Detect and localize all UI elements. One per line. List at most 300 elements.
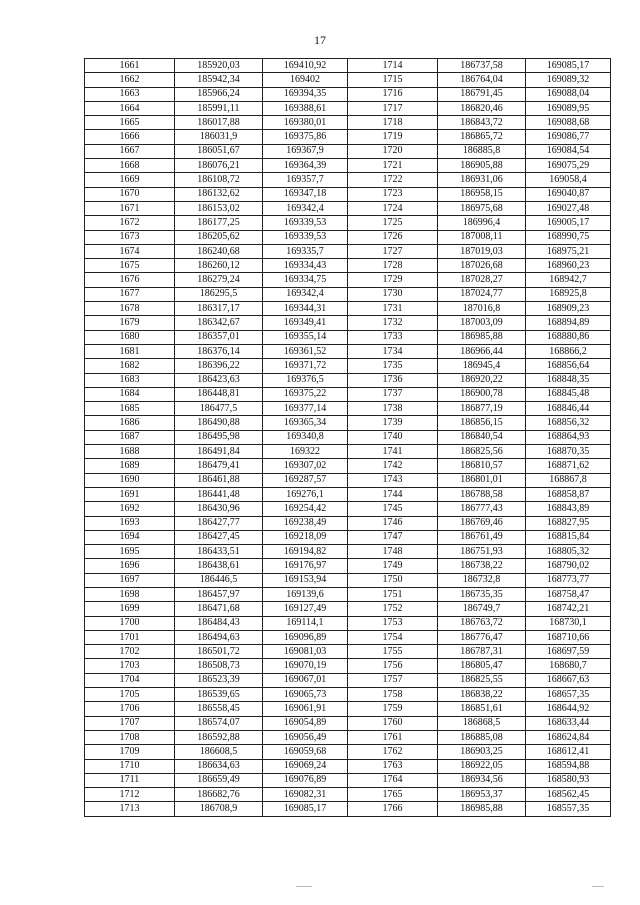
table-row bbox=[85, 802, 611, 816]
x-coordinate-cell: 186851,61 bbox=[438, 702, 526, 716]
point-number-cell: 1690 bbox=[85, 473, 175, 487]
table-row bbox=[85, 187, 611, 201]
y-coordinate-cell: 168680,7 bbox=[526, 659, 611, 673]
y-coordinate-cell: 168790,02 bbox=[526, 559, 611, 573]
table-row bbox=[85, 73, 611, 87]
table-row bbox=[85, 87, 611, 101]
y-coordinate-cell: 169364,39 bbox=[263, 159, 348, 173]
point-number-cell: 1666 bbox=[85, 130, 175, 144]
point-number-cell: 1739 bbox=[348, 416, 438, 430]
point-number-cell: 1738 bbox=[348, 402, 438, 416]
x-coordinate-cell: 186777,43 bbox=[438, 502, 526, 516]
table-row bbox=[85, 759, 611, 773]
y-coordinate-cell: 168557,35 bbox=[526, 802, 611, 816]
table-row bbox=[85, 773, 611, 787]
point-number-cell: 1661 bbox=[85, 59, 175, 73]
y-coordinate-cell: 168697,59 bbox=[526, 645, 611, 659]
table-row bbox=[85, 630, 611, 644]
x-coordinate-cell: 186479,41 bbox=[175, 459, 263, 473]
point-number-cell: 1679 bbox=[85, 316, 175, 330]
table-row bbox=[85, 788, 611, 802]
x-coordinate-cell: 186471,68 bbox=[175, 602, 263, 616]
y-coordinate-cell: 169339,53 bbox=[263, 230, 348, 244]
x-coordinate-cell: 186825,56 bbox=[438, 445, 526, 459]
point-number-cell: 1697 bbox=[85, 573, 175, 587]
y-coordinate-cell: 169342,4 bbox=[263, 201, 348, 215]
table-row bbox=[85, 745, 611, 759]
x-coordinate-cell: 186031,9 bbox=[175, 130, 263, 144]
table-row bbox=[85, 645, 611, 659]
y-coordinate-cell: 168657,35 bbox=[526, 688, 611, 702]
table-row bbox=[85, 602, 611, 616]
y-coordinate-cell: 169061,91 bbox=[263, 702, 348, 716]
point-number-cell: 1764 bbox=[348, 773, 438, 787]
table-row bbox=[85, 402, 611, 416]
table-row bbox=[85, 673, 611, 687]
x-coordinate-cell: 186885,08 bbox=[438, 730, 526, 744]
table-row bbox=[85, 502, 611, 516]
y-coordinate-cell: 169070,19 bbox=[263, 659, 348, 673]
table-row bbox=[85, 259, 611, 273]
point-number-cell: 1662 bbox=[85, 73, 175, 87]
point-number-cell: 1759 bbox=[348, 702, 438, 716]
table-row bbox=[85, 273, 611, 287]
point-number-cell: 1699 bbox=[85, 602, 175, 616]
point-number-cell: 1723 bbox=[348, 187, 438, 201]
y-coordinate-cell: 168856,32 bbox=[526, 416, 611, 430]
point-number-cell: 1685 bbox=[85, 402, 175, 416]
x-coordinate-cell: 186769,46 bbox=[438, 516, 526, 530]
point-number-cell: 1714 bbox=[348, 59, 438, 73]
y-coordinate-cell: 168580,93 bbox=[526, 773, 611, 787]
x-coordinate-cell: 186958,15 bbox=[438, 187, 526, 201]
y-coordinate-cell: 169357,7 bbox=[263, 173, 348, 187]
point-number-cell: 1705 bbox=[85, 688, 175, 702]
y-coordinate-cell: 169086,77 bbox=[526, 130, 611, 144]
y-coordinate-cell: 169342,4 bbox=[263, 287, 348, 301]
point-number-cell: 1725 bbox=[348, 216, 438, 230]
x-coordinate-cell: 186682,76 bbox=[175, 788, 263, 802]
y-coordinate-cell: 168773,77 bbox=[526, 573, 611, 587]
x-coordinate-cell: 187026,68 bbox=[438, 259, 526, 273]
point-number-cell: 1746 bbox=[348, 516, 438, 530]
y-coordinate-cell: 169085,17 bbox=[263, 802, 348, 816]
point-number-cell: 1766 bbox=[348, 802, 438, 816]
y-coordinate-cell: 168880,86 bbox=[526, 330, 611, 344]
point-number-cell: 1703 bbox=[85, 659, 175, 673]
y-coordinate-cell: 168845,48 bbox=[526, 387, 611, 401]
x-coordinate-cell: 186659,49 bbox=[175, 773, 263, 787]
x-coordinate-cell: 186763,72 bbox=[438, 616, 526, 630]
x-coordinate-cell: 186856,15 bbox=[438, 416, 526, 430]
y-coordinate-cell: 168866,2 bbox=[526, 344, 611, 358]
y-coordinate-cell: 168960,23 bbox=[526, 259, 611, 273]
point-number-cell: 1683 bbox=[85, 373, 175, 387]
y-coordinate-cell: 169040,87 bbox=[526, 187, 611, 201]
x-coordinate-cell: 185920,03 bbox=[175, 59, 263, 73]
x-coordinate-cell: 186295,5 bbox=[175, 287, 263, 301]
table-row bbox=[85, 287, 611, 301]
x-coordinate-cell: 186508,73 bbox=[175, 659, 263, 673]
x-coordinate-cell: 186051,67 bbox=[175, 144, 263, 158]
y-coordinate-cell: 169371,72 bbox=[263, 359, 348, 373]
point-number-cell: 1742 bbox=[348, 459, 438, 473]
x-coordinate-cell: 186153,02 bbox=[175, 201, 263, 215]
y-coordinate-cell: 168827,95 bbox=[526, 516, 611, 530]
table-row bbox=[85, 101, 611, 115]
point-number-cell: 1718 bbox=[348, 116, 438, 130]
x-coordinate-cell: 186205,62 bbox=[175, 230, 263, 244]
x-coordinate-cell: 186738,22 bbox=[438, 559, 526, 573]
coordinates-table bbox=[84, 58, 611, 817]
x-coordinate-cell: 186787,31 bbox=[438, 645, 526, 659]
x-coordinate-cell: 186825,55 bbox=[438, 673, 526, 687]
point-number-cell: 1735 bbox=[348, 359, 438, 373]
table-row bbox=[85, 445, 611, 459]
x-coordinate-cell: 186810,57 bbox=[438, 459, 526, 473]
point-number-cell: 1756 bbox=[348, 659, 438, 673]
table-row bbox=[85, 201, 611, 215]
y-coordinate-cell: 168848,35 bbox=[526, 373, 611, 387]
point-number-cell: 1684 bbox=[85, 387, 175, 401]
x-coordinate-cell: 186592,88 bbox=[175, 730, 263, 744]
y-coordinate-cell: 169076,89 bbox=[263, 773, 348, 787]
y-coordinate-cell: 169067,01 bbox=[263, 673, 348, 687]
table-row bbox=[85, 173, 611, 187]
x-coordinate-cell: 187028,27 bbox=[438, 273, 526, 287]
x-coordinate-cell: 186558,45 bbox=[175, 702, 263, 716]
point-number-cell: 1704 bbox=[85, 673, 175, 687]
point-number-cell: 1757 bbox=[348, 673, 438, 687]
y-coordinate-cell: 168867,8 bbox=[526, 473, 611, 487]
point-number-cell: 1695 bbox=[85, 545, 175, 559]
point-number-cell: 1745 bbox=[348, 502, 438, 516]
table-row bbox=[85, 730, 611, 744]
y-coordinate-cell: 168925,8 bbox=[526, 287, 611, 301]
y-coordinate-cell: 169056,49 bbox=[263, 730, 348, 744]
table-row bbox=[85, 516, 611, 530]
point-number-cell: 1673 bbox=[85, 230, 175, 244]
y-coordinate-cell: 169127,49 bbox=[263, 602, 348, 616]
y-coordinate-cell: 168871,62 bbox=[526, 459, 611, 473]
x-coordinate-cell: 186920,22 bbox=[438, 373, 526, 387]
y-coordinate-cell: 168742,21 bbox=[526, 602, 611, 616]
x-coordinate-cell: 186735,35 bbox=[438, 587, 526, 601]
coordinates-table-body bbox=[85, 59, 611, 817]
y-coordinate-cell: 169088,04 bbox=[526, 87, 611, 101]
x-coordinate-cell: 186975,68 bbox=[438, 201, 526, 215]
y-coordinate-cell: 169153,94 bbox=[263, 573, 348, 587]
x-coordinate-cell: 186539,65 bbox=[175, 688, 263, 702]
table-row bbox=[85, 144, 611, 158]
y-coordinate-cell: 168730,1 bbox=[526, 616, 611, 630]
x-coordinate-cell: 186922,05 bbox=[438, 759, 526, 773]
x-coordinate-cell: 186396,22 bbox=[175, 359, 263, 373]
x-coordinate-cell: 186490,88 bbox=[175, 416, 263, 430]
point-number-cell: 1680 bbox=[85, 330, 175, 344]
y-coordinate-cell: 169139,6 bbox=[263, 587, 348, 601]
x-coordinate-cell: 186838,22 bbox=[438, 688, 526, 702]
footer-mark bbox=[296, 886, 312, 887]
table-row bbox=[85, 316, 611, 330]
y-coordinate-cell: 168667,63 bbox=[526, 673, 611, 687]
point-number-cell: 1761 bbox=[348, 730, 438, 744]
point-number-cell: 1730 bbox=[348, 287, 438, 301]
y-coordinate-cell: 168942,7 bbox=[526, 273, 611, 287]
y-coordinate-cell: 169375,22 bbox=[263, 387, 348, 401]
point-number-cell: 1749 bbox=[348, 559, 438, 573]
point-number-cell: 1760 bbox=[348, 716, 438, 730]
y-coordinate-cell: 169347,18 bbox=[263, 187, 348, 201]
x-coordinate-cell: 186132,62 bbox=[175, 187, 263, 201]
point-number-cell: 1672 bbox=[85, 216, 175, 230]
x-coordinate-cell: 186732,8 bbox=[438, 573, 526, 587]
point-number-cell: 1710 bbox=[85, 759, 175, 773]
y-coordinate-cell: 169339,53 bbox=[263, 216, 348, 230]
table-row bbox=[85, 416, 611, 430]
x-coordinate-cell: 186446,5 bbox=[175, 573, 263, 587]
y-coordinate-cell: 169084,54 bbox=[526, 144, 611, 158]
x-coordinate-cell: 186868,5 bbox=[438, 716, 526, 730]
point-number-cell: 1669 bbox=[85, 173, 175, 187]
table-row bbox=[85, 244, 611, 258]
y-coordinate-cell: 169322 bbox=[263, 445, 348, 459]
x-coordinate-cell: 186900,78 bbox=[438, 387, 526, 401]
x-coordinate-cell: 186501,72 bbox=[175, 645, 263, 659]
x-coordinate-cell: 186737,58 bbox=[438, 59, 526, 73]
x-coordinate-cell: 186494,63 bbox=[175, 630, 263, 644]
point-number-cell: 1736 bbox=[348, 373, 438, 387]
y-coordinate-cell: 169388,61 bbox=[263, 101, 348, 115]
y-coordinate-cell: 169176,97 bbox=[263, 559, 348, 573]
x-coordinate-cell: 186791,45 bbox=[438, 87, 526, 101]
point-number-cell: 1665 bbox=[85, 116, 175, 130]
x-coordinate-cell: 186427,77 bbox=[175, 516, 263, 530]
y-coordinate-cell: 168856,64 bbox=[526, 359, 611, 373]
x-coordinate-cell: 186017,88 bbox=[175, 116, 263, 130]
table-row bbox=[85, 659, 611, 673]
table-row bbox=[85, 616, 611, 630]
x-coordinate-cell: 186317,17 bbox=[175, 302, 263, 316]
y-coordinate-cell: 168758,47 bbox=[526, 587, 611, 601]
point-number-cell: 1706 bbox=[85, 702, 175, 716]
y-coordinate-cell: 169027,48 bbox=[526, 201, 611, 215]
y-coordinate-cell: 169085,17 bbox=[526, 59, 611, 73]
y-coordinate-cell: 168562,45 bbox=[526, 788, 611, 802]
x-coordinate-cell: 186491,84 bbox=[175, 445, 263, 459]
x-coordinate-cell: 185991,11 bbox=[175, 101, 263, 115]
x-coordinate-cell: 187019,03 bbox=[438, 244, 526, 258]
page-number: 17 bbox=[314, 33, 326, 47]
x-coordinate-cell: 186905,88 bbox=[438, 159, 526, 173]
x-coordinate-cell: 186761,49 bbox=[438, 530, 526, 544]
point-number-cell: 1717 bbox=[348, 101, 438, 115]
x-coordinate-cell: 186749,7 bbox=[438, 602, 526, 616]
point-number-cell: 1681 bbox=[85, 344, 175, 358]
x-coordinate-cell: 186966,44 bbox=[438, 344, 526, 358]
x-coordinate-cell: 186608,5 bbox=[175, 745, 263, 759]
y-coordinate-cell: 168624,84 bbox=[526, 730, 611, 744]
y-coordinate-cell: 168612,41 bbox=[526, 745, 611, 759]
table-row bbox=[85, 473, 611, 487]
table-row bbox=[85, 373, 611, 387]
point-number-cell: 1763 bbox=[348, 759, 438, 773]
y-coordinate-cell: 169334,43 bbox=[263, 259, 348, 273]
y-coordinate-cell: 169380,01 bbox=[263, 116, 348, 130]
y-coordinate-cell: 169355,14 bbox=[263, 330, 348, 344]
point-number-cell: 1691 bbox=[85, 487, 175, 501]
y-coordinate-cell: 169096,89 bbox=[263, 630, 348, 644]
table-row bbox=[85, 688, 611, 702]
y-coordinate-cell: 169375,86 bbox=[263, 130, 348, 144]
x-coordinate-cell: 186708,9 bbox=[175, 802, 263, 816]
point-number-cell: 1708 bbox=[85, 730, 175, 744]
x-coordinate-cell: 186776,47 bbox=[438, 630, 526, 644]
y-coordinate-cell: 169287,57 bbox=[263, 473, 348, 487]
y-coordinate-cell: 169089,32 bbox=[526, 73, 611, 87]
y-coordinate-cell: 169082,31 bbox=[263, 788, 348, 802]
y-coordinate-cell: 169307,02 bbox=[263, 459, 348, 473]
x-coordinate-cell: 186843,72 bbox=[438, 116, 526, 130]
x-coordinate-cell: 186805,47 bbox=[438, 659, 526, 673]
y-coordinate-cell: 168805,32 bbox=[526, 545, 611, 559]
y-coordinate-cell: 168858,87 bbox=[526, 487, 611, 501]
x-coordinate-cell: 186764,04 bbox=[438, 73, 526, 87]
y-coordinate-cell: 169402 bbox=[263, 73, 348, 87]
point-number-cell: 1731 bbox=[348, 302, 438, 316]
table-row bbox=[85, 459, 611, 473]
x-coordinate-cell: 186953,37 bbox=[438, 788, 526, 802]
point-number-cell: 1752 bbox=[348, 602, 438, 616]
point-number-cell: 1674 bbox=[85, 244, 175, 258]
point-number-cell: 1689 bbox=[85, 459, 175, 473]
x-coordinate-cell: 187016,8 bbox=[438, 302, 526, 316]
point-number-cell: 1712 bbox=[85, 788, 175, 802]
y-coordinate-cell: 168710,66 bbox=[526, 630, 611, 644]
x-coordinate-cell: 186523,39 bbox=[175, 673, 263, 687]
point-number-cell: 1692 bbox=[85, 502, 175, 516]
table-row bbox=[85, 302, 611, 316]
y-coordinate-cell: 169059,68 bbox=[263, 745, 348, 759]
y-coordinate-cell: 169377,14 bbox=[263, 402, 348, 416]
point-number-cell: 1732 bbox=[348, 316, 438, 330]
table-row bbox=[85, 530, 611, 544]
y-coordinate-cell: 169081,03 bbox=[263, 645, 348, 659]
point-number-cell: 1747 bbox=[348, 530, 438, 544]
point-number-cell: 1758 bbox=[348, 688, 438, 702]
x-coordinate-cell: 186423,63 bbox=[175, 373, 263, 387]
x-coordinate-cell: 186801,01 bbox=[438, 473, 526, 487]
point-number-cell: 1721 bbox=[348, 159, 438, 173]
point-number-cell: 1744 bbox=[348, 487, 438, 501]
y-coordinate-cell: 169334,75 bbox=[263, 273, 348, 287]
x-coordinate-cell: 186430,96 bbox=[175, 502, 263, 516]
point-number-cell: 1755 bbox=[348, 645, 438, 659]
x-coordinate-cell: 186885,8 bbox=[438, 144, 526, 158]
x-coordinate-cell: 187024,77 bbox=[438, 287, 526, 301]
footer-mark bbox=[592, 886, 604, 887]
x-coordinate-cell: 186931,06 bbox=[438, 173, 526, 187]
table-row bbox=[85, 559, 611, 573]
y-coordinate-cell: 169194,82 bbox=[263, 545, 348, 559]
point-number-cell: 1675 bbox=[85, 259, 175, 273]
table-row bbox=[85, 702, 611, 716]
point-number-cell: 1696 bbox=[85, 559, 175, 573]
y-coordinate-cell: 169088,68 bbox=[526, 116, 611, 130]
point-number-cell: 1762 bbox=[348, 745, 438, 759]
point-number-cell: 1750 bbox=[348, 573, 438, 587]
x-coordinate-cell: 186788,58 bbox=[438, 487, 526, 501]
y-coordinate-cell: 169065,73 bbox=[263, 688, 348, 702]
point-number-cell: 1707 bbox=[85, 716, 175, 730]
x-coordinate-cell: 186903,25 bbox=[438, 745, 526, 759]
y-coordinate-cell: 169089,95 bbox=[526, 101, 611, 115]
y-coordinate-cell: 168843,89 bbox=[526, 502, 611, 516]
table-row bbox=[85, 387, 611, 401]
point-number-cell: 1729 bbox=[348, 273, 438, 287]
x-coordinate-cell: 186985,88 bbox=[438, 802, 526, 816]
y-coordinate-cell: 169005,17 bbox=[526, 216, 611, 230]
x-coordinate-cell: 186342,67 bbox=[175, 316, 263, 330]
x-coordinate-cell: 186260,12 bbox=[175, 259, 263, 273]
table-row bbox=[85, 587, 611, 601]
point-number-cell: 1741 bbox=[348, 445, 438, 459]
point-number-cell: 1713 bbox=[85, 802, 175, 816]
y-coordinate-cell: 169349,41 bbox=[263, 316, 348, 330]
table-row bbox=[85, 216, 611, 230]
y-coordinate-cell: 169069,24 bbox=[263, 759, 348, 773]
point-number-cell: 1734 bbox=[348, 344, 438, 358]
point-number-cell: 1693 bbox=[85, 516, 175, 530]
x-coordinate-cell: 186945,4 bbox=[438, 359, 526, 373]
y-coordinate-cell: 168633,44 bbox=[526, 716, 611, 730]
point-number-cell: 1726 bbox=[348, 230, 438, 244]
point-number-cell: 1709 bbox=[85, 745, 175, 759]
point-number-cell: 1753 bbox=[348, 616, 438, 630]
y-coordinate-cell: 169054,89 bbox=[263, 716, 348, 730]
point-number-cell: 1716 bbox=[348, 87, 438, 101]
point-number-cell: 1671 bbox=[85, 201, 175, 215]
x-coordinate-cell: 186441,48 bbox=[175, 487, 263, 501]
y-coordinate-cell: 169365,34 bbox=[263, 416, 348, 430]
y-coordinate-cell: 168846,44 bbox=[526, 402, 611, 416]
y-coordinate-cell: 169376,5 bbox=[263, 373, 348, 387]
table-row bbox=[85, 545, 611, 559]
x-coordinate-cell: 187008,11 bbox=[438, 230, 526, 244]
x-coordinate-cell: 185966,24 bbox=[175, 87, 263, 101]
point-number-cell: 1701 bbox=[85, 630, 175, 644]
point-number-cell: 1676 bbox=[85, 273, 175, 287]
y-coordinate-cell: 169361,52 bbox=[263, 344, 348, 358]
y-coordinate-cell: 168975,21 bbox=[526, 244, 611, 258]
table-row bbox=[85, 344, 611, 358]
x-coordinate-cell: 186996,4 bbox=[438, 216, 526, 230]
y-coordinate-cell: 169238,49 bbox=[263, 516, 348, 530]
x-coordinate-cell: 186877,19 bbox=[438, 402, 526, 416]
point-number-cell: 1728 bbox=[348, 259, 438, 273]
x-coordinate-cell: 186076,21 bbox=[175, 159, 263, 173]
point-number-cell: 1743 bbox=[348, 473, 438, 487]
point-number-cell: 1727 bbox=[348, 244, 438, 258]
y-coordinate-cell: 169367,9 bbox=[263, 144, 348, 158]
point-number-cell: 1765 bbox=[348, 788, 438, 802]
point-number-cell: 1720 bbox=[348, 144, 438, 158]
point-number-cell: 1677 bbox=[85, 287, 175, 301]
table-row bbox=[85, 430, 611, 444]
table-row bbox=[85, 230, 611, 244]
x-coordinate-cell: 186177,25 bbox=[175, 216, 263, 230]
point-number-cell: 1711 bbox=[85, 773, 175, 787]
